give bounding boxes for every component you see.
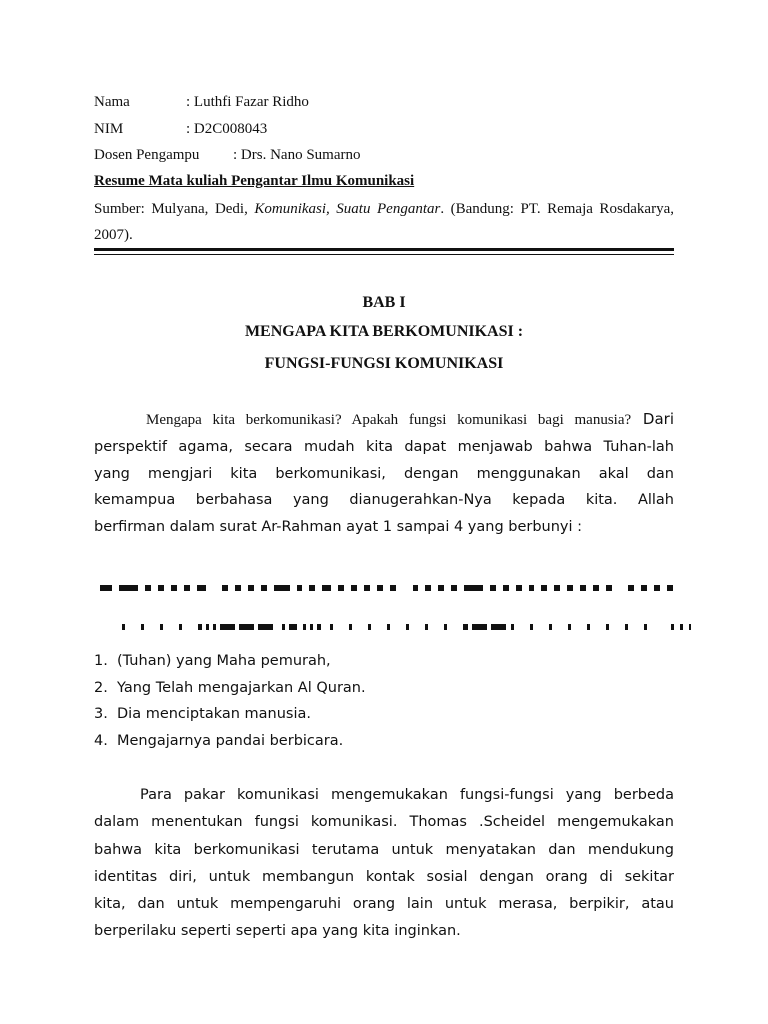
- arabic-glyph: [387, 624, 390, 630]
- arabic-glyph: [289, 624, 297, 630]
- arabic-glyph: [671, 624, 674, 630]
- arabic-glyph: [303, 624, 306, 630]
- verse-list-number: 1.: [94, 653, 108, 669]
- arabic-glyph: [606, 624, 609, 630]
- arabic-glyph: [425, 624, 428, 630]
- arabic-glyph: [529, 585, 535, 591]
- arabic-glyph: [197, 585, 206, 591]
- arabic-glyph: [222, 585, 228, 591]
- verse-list-item: [94, 680, 366, 696]
- nim-label: NIM: [94, 121, 124, 137]
- arabic-glyph: [628, 585, 634, 591]
- paragraph1-line1-serif: Mengapa kita berkomunikasi? Apakah fungsi komunikasi bagi manusia?: [146, 412, 632, 428]
- verse-list-item: [94, 653, 331, 669]
- arabic-glyph: [145, 585, 151, 591]
- arabic-glyph: [274, 585, 290, 591]
- arabic-glyph: [351, 585, 357, 591]
- paragraph1-line1-sans: Dari: [631, 410, 674, 428]
- arabic-glyph: [317, 624, 322, 630]
- arabic-glyph: [349, 624, 352, 630]
- arabic-glyph: [425, 585, 431, 591]
- paragraph2-line6: berperilaku seperti seperti apa yang kita inginkan.: [94, 923, 461, 939]
- arabic-verse-line-1: [100, 585, 680, 595]
- arabic-glyph: [689, 624, 692, 630]
- arabic-glyph: [261, 585, 267, 591]
- dosen-label: Dosen Pengampu: [94, 147, 200, 163]
- paragraph1-line5: berfirman dalam surat Ar-Rahman ayat 1 sampai 4 yang berbunyi :: [94, 519, 583, 535]
- arabic-glyph: [606, 585, 612, 591]
- paragraph1-line4: kemampua berbahasa yang dianugerahkan-Nya kepada kita. Allah: [94, 492, 674, 508]
- arabic-glyph: [377, 585, 383, 591]
- arabic-glyph: [464, 585, 483, 591]
- arabic-glyph: [309, 585, 315, 591]
- verse-list-text: Mengajarnya pandai berbicara.: [117, 733, 344, 749]
- verse-list-item: [94, 706, 311, 722]
- header-rule-thick: [94, 248, 674, 251]
- dosen-row: [94, 147, 361, 164]
- arabic-glyph: [213, 624, 216, 630]
- arabic-glyph: [220, 624, 235, 630]
- arabic-glyph: [516, 585, 522, 591]
- arabic-glyph: [160, 624, 163, 630]
- arabic-glyph: [171, 585, 177, 591]
- nama-value: : Luthfi Fazar Ridho: [186, 94, 309, 110]
- source-line-1: [94, 201, 674, 218]
- arabic-glyph: [122, 624, 125, 630]
- verse-list-text: Yang Telah mengajarkan Al Quran.: [117, 680, 366, 696]
- arabic-verse-line-2: [122, 624, 692, 634]
- arabic-glyph: [413, 585, 419, 591]
- verse-list-text: Dia menciptakan manusia.: [117, 706, 311, 722]
- arabic-glyph: [184, 585, 190, 591]
- verse-list-item: [94, 733, 343, 749]
- arabic-glyph: [451, 585, 457, 591]
- arabic-glyph: [654, 585, 660, 591]
- paragraph2-line3: bahwa kita berkomunikasi terutama untuk menyatakan dan mendukung: [94, 842, 674, 858]
- arabic-glyph: [567, 585, 573, 591]
- arabic-glyph: [390, 585, 396, 591]
- verse-list-text: (Tuhan) yang Maha pemurah,: [117, 653, 331, 669]
- arabic-glyph: [406, 624, 409, 630]
- arabic-glyph: [239, 624, 254, 630]
- nama-row: [94, 94, 309, 111]
- arabic-glyph: [625, 624, 628, 630]
- arabic-glyph: [119, 585, 138, 591]
- arabic-glyph: [248, 585, 254, 591]
- arabic-glyph: [549, 624, 552, 630]
- arabic-glyph: [541, 585, 547, 591]
- arabic-glyph: [364, 585, 370, 591]
- nim-value: : D2C008043: [186, 121, 268, 137]
- arabic-glyph: [580, 585, 586, 591]
- verse-list-number: 3.: [94, 706, 108, 722]
- arabic-glyph: [368, 624, 371, 630]
- source-prefix: Sumber: Mulyana, Dedi,: [94, 201, 255, 217]
- arabic-glyph: [568, 624, 571, 630]
- resume-title: Resume Mata kuliah Pengantar Ilmu Komunikasi: [94, 173, 415, 189]
- verse-list-number: 2.: [94, 680, 108, 696]
- arabic-glyph: [198, 624, 203, 630]
- paragraph1-line2: perspektif agama, secara mudah kita dapat menjawab bahwa Tuhan-lah: [94, 439, 674, 455]
- arabic-glyph: [179, 624, 182, 630]
- arabic-glyph: [297, 585, 303, 591]
- source-suffix: . (Bandung: PT. Remaja Rosdakarya,: [440, 201, 674, 217]
- nama-label: Nama: [94, 94, 130, 110]
- arabic-glyph: [644, 624, 647, 630]
- arabic-glyph: [503, 585, 509, 591]
- arabic-glyph: [438, 585, 444, 591]
- header-rule-thin: [94, 254, 674, 255]
- source-line-2: 2007).: [94, 227, 133, 243]
- dosen-value: : Drs. Nano Sumarno: [233, 147, 361, 163]
- arabic-glyph: [554, 585, 560, 591]
- arabic-glyph: [310, 624, 313, 630]
- paragraph2-line2: dalam menentukan fungsi komunikasi. Thomas .Scheidel mengemukakan: [94, 814, 674, 830]
- paragraph1-line3: yang mengjari kita berkomunikasi, dengan menggunakan akal dan: [94, 466, 674, 482]
- arabic-glyph: [235, 585, 241, 591]
- arabic-glyph: [258, 624, 273, 630]
- arabic-glyph: [511, 624, 514, 630]
- arabic-glyph: [100, 585, 112, 591]
- chapter-title: MENGAPA KITA BERKOMUNIKASI :: [244, 323, 524, 340]
- nim-row: [94, 121, 268, 138]
- arabic-glyph: [491, 624, 506, 630]
- arabic-glyph: [490, 585, 496, 591]
- arabic-glyph: [444, 624, 447, 630]
- source-book-title: Komunikasi, Suatu Pengantar: [254, 201, 441, 217]
- arabic-glyph: [141, 624, 144, 630]
- verse-list-number: 4.: [94, 733, 108, 749]
- arabic-glyph: [530, 624, 533, 630]
- chapter-number: BAB I: [362, 294, 406, 311]
- arabic-glyph: [680, 624, 683, 630]
- arabic-glyph: [338, 585, 344, 591]
- arabic-glyph: [158, 585, 164, 591]
- chapter-subtitle: FUNGSI-FUNGSI KOMUNIKASI: [264, 355, 504, 372]
- arabic-glyph: [463, 624, 468, 630]
- arabic-glyph: [330, 624, 333, 630]
- paragraph1-line1: [94, 410, 674, 429]
- arabic-glyph: [593, 585, 599, 591]
- arabic-glyph: [587, 624, 590, 630]
- arabic-glyph: [282, 624, 285, 630]
- paragraph2-line5: kita, dan untuk mempengaruhi orang lain untuk merasa, berpikir, atau: [94, 896, 674, 912]
- arabic-glyph: [206, 624, 209, 630]
- arabic-glyph: [322, 585, 331, 591]
- arabic-glyph: [667, 585, 673, 591]
- arabic-glyph: [472, 624, 487, 630]
- paragraph2-line1: Para pakar komunikasi mengemukakan fungsi-fungsi yang berbeda: [140, 787, 674, 803]
- arabic-glyph: [641, 585, 647, 591]
- paragraph2-line4: identitas diri, untuk membangun kontak sosial dengan orang di sekitar: [94, 869, 674, 885]
